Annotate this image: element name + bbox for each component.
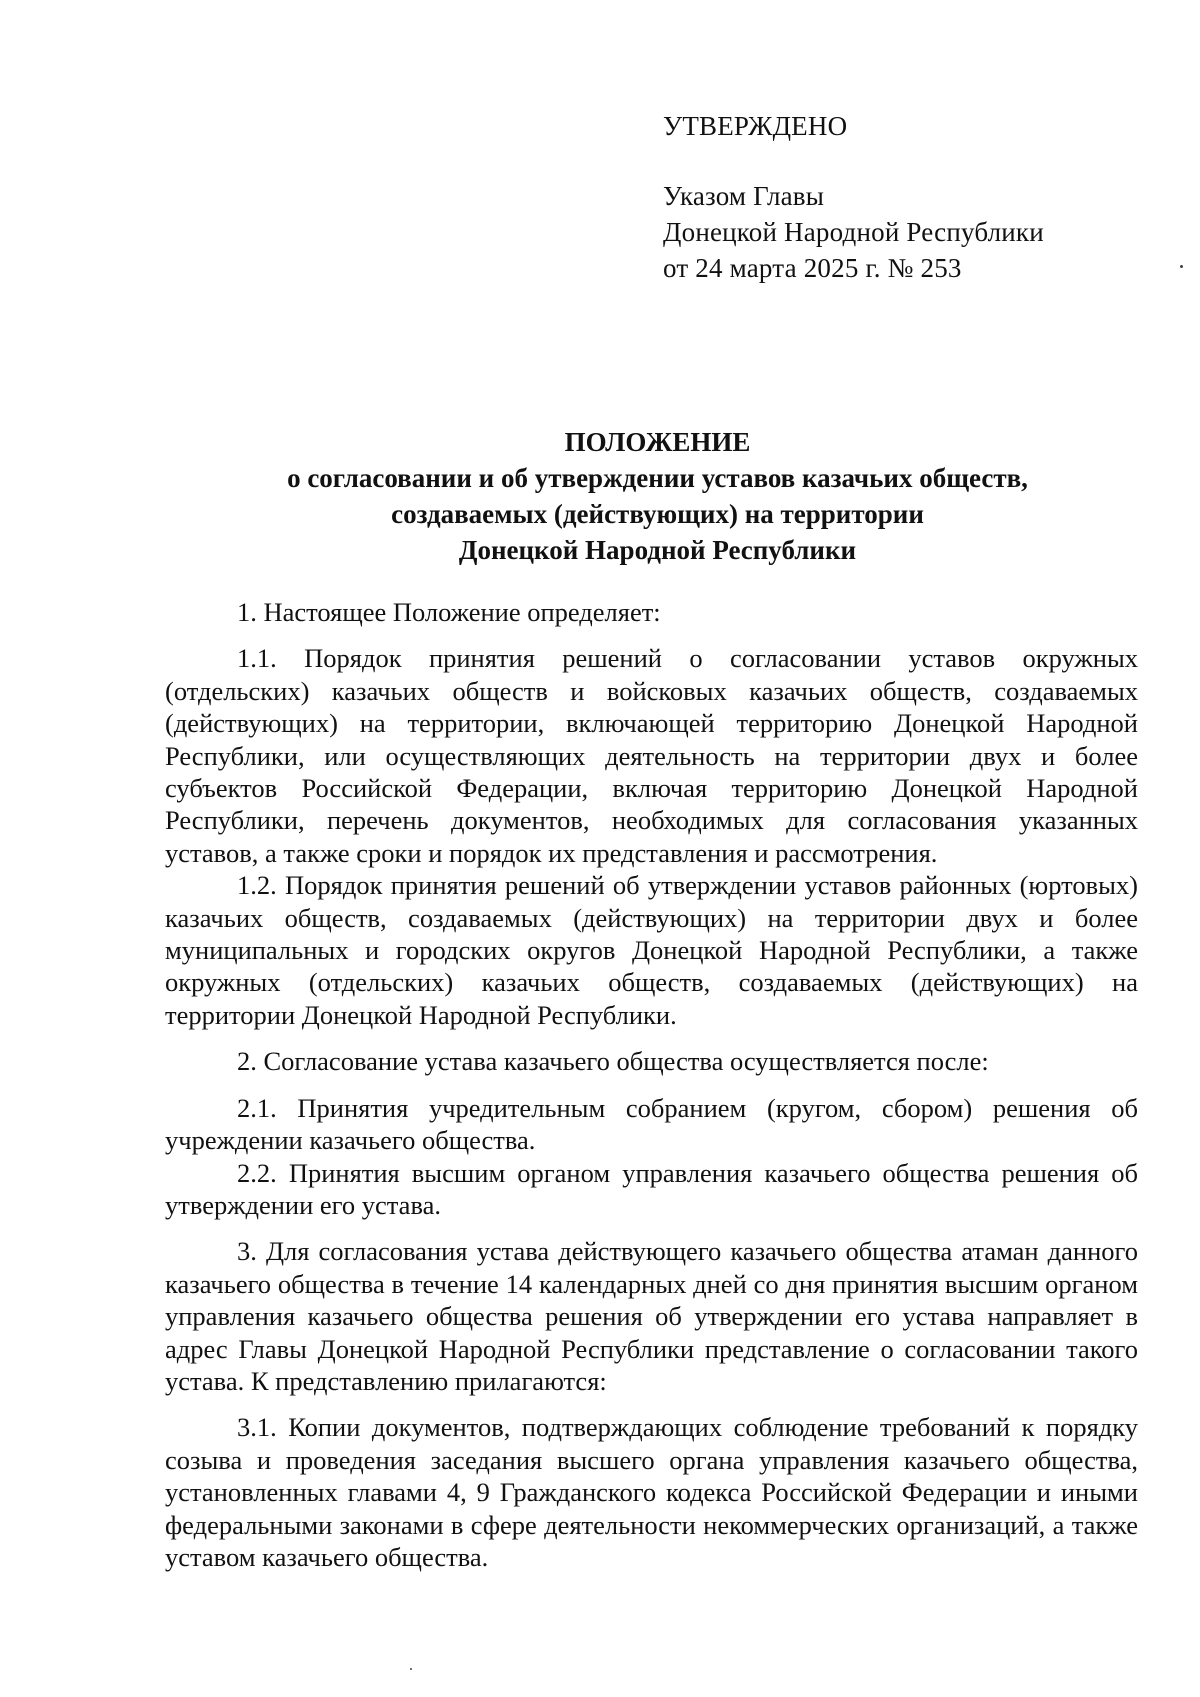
approval-republic-line: Донецкой Народной Республики [663, 217, 1044, 247]
title-subtitle-line-3: Донецкой Народной Республики [458, 535, 857, 565]
paragraph-3-1: 3.1. Копии документов, подтверждающих соблюдение требований к порядку созыва и проведения заседания высшего органа управления казачьего общества, установленных главами 4, 9 Гражданского кодекса Российской Федерации и иными федеральными законами в сфере деятельности некоммерческих организаций, а также уставом казачьего общества. [165, 1412, 1138, 1572]
document-title [180, 424, 1135, 568]
paragraph-3: 3. Для согласования устава действующего казачьего общества атаман данного казачьего общества в течение 14 календарных дней со дня принятия высшим органом управления казачьего общества решения об утверждении его устава направляет в адрес Главы Донецкой Народной Республики представление о согласовании такого устава. К представлению прилагаются: [165, 1236, 1138, 1396]
paragraph-2: 2. Согласование устава казачьего общества осуществляется после: [237, 1046, 989, 1077]
paragraph-2-2: 2.2. Принятия высшим органом управления казачьего общества решения об утверждении его устава. [165, 1157, 1138, 1220]
approval-date-line: от 24 марта 2025 г. № 253 [663, 253, 962, 283]
document-body [165, 596, 1138, 1573]
paragraph-1: 1. Настоящее Положение определяет: [237, 597, 661, 627]
scan-speck [410, 1668, 412, 1670]
title-heading: ПОЛОЖЕНИЕ [564, 427, 751, 457]
scan-speck [1180, 265, 1183, 268]
approval-decree-line: Указом Главы [663, 181, 825, 211]
title-subtitle-line-2: создаваемых (действующих) на территории [391, 499, 924, 529]
paragraph-1-1: 1.1. Порядок принятия решений о согласовании уставов окружных (отдельских) казачьих обществ и войсковых казачьих обществ, создаваемых (действующих) на территории, включающей территорию Донецкой Народной Республики, или осуществляющих деятельность на территории двух и более субъектов Российской Федерации, включая территорию Донецкой Народной Республики, перечень документов, необходимых для согласования указанных уставов, а также сроки и порядок их представления и рассмотрения. [165, 643, 1138, 868]
paragraph-2-1: 2.1. Принятия учредительным собранием (кругом, сбором) решения об учреждении казачьего общества. [165, 1092, 1138, 1156]
approval-block [663, 108, 1143, 286]
title-subtitle-line-1: о согласовании и об утверждении уставов казачьих обществ, [287, 463, 1028, 493]
approval-word: УТВЕРЖДЕНО [663, 111, 848, 141]
paragraph-1-2: 1.2. Порядок принятия решений об утверждении уставов районных (юртовых) казачьих обществ, создаваемых (действующих) на территории двух и более муниципальных и городских округов Донецкой Народной Республики, а также окружных (отдельских) казачьих обществ, создаваемых (действующих) на территории Донецкой Народной Республики. [165, 870, 1138, 1030]
